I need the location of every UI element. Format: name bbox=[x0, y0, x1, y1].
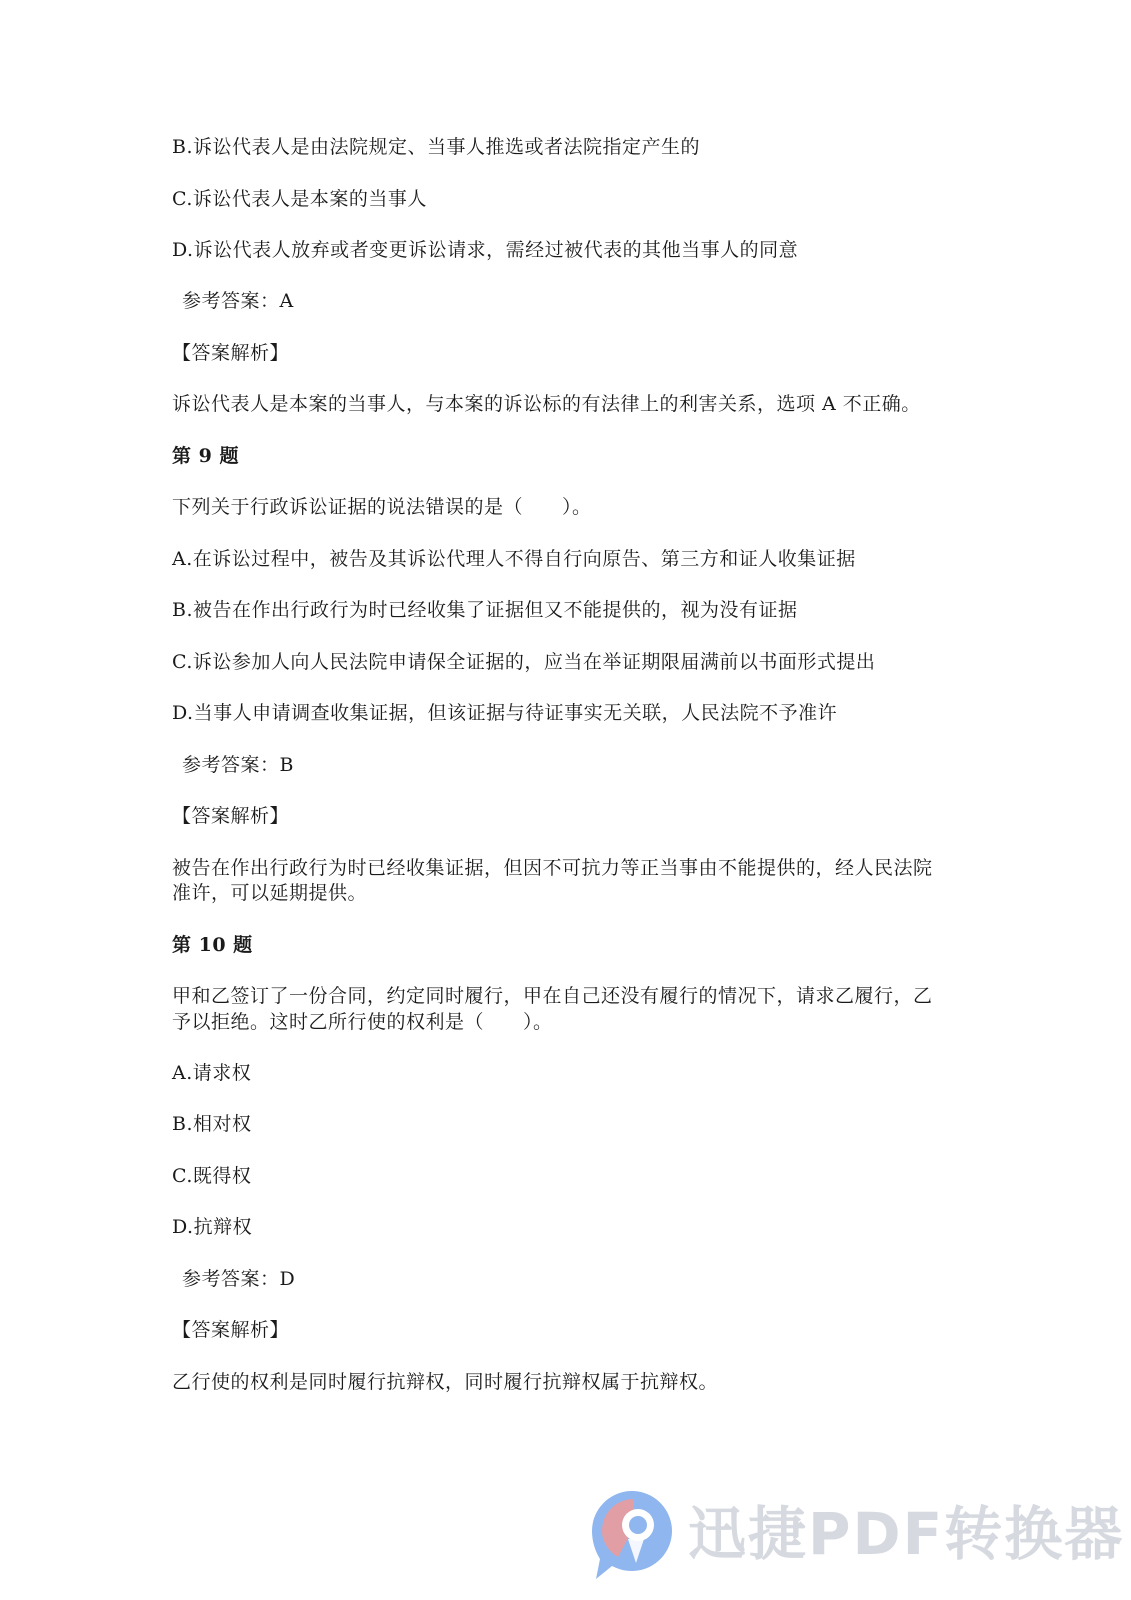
q9-option-c: C.诉讼参加人向人民法院申请保全证据的，应当在举证期限届满前以书面形式提出 bbox=[172, 651, 876, 673]
q8-option-c: C.诉讼代表人是本案的当事人 bbox=[172, 188, 427, 210]
q10-reference-answer: 参考答案：D bbox=[182, 1268, 296, 1290]
q10-question-line2: 予以拒绝。这时乙所行使的权利是（ ）。 bbox=[172, 1011, 553, 1033]
q9-analysis-text-line1: 被告在作出行政行为时已经收集证据，但因不可抗力等正当事由不能提供的，经人民法院 bbox=[172, 857, 933, 879]
q10-option-a: A.请求权 bbox=[172, 1062, 252, 1084]
q9-title: 第 9 题 bbox=[172, 445, 239, 467]
q10-option-c: C.既得权 bbox=[172, 1165, 252, 1187]
q10-analysis-text: 乙行使的权利是同时履行抗辩权，同时履行抗辩权属于抗辩权。 bbox=[172, 1371, 719, 1393]
q9-question: 下列关于行政诉讼证据的说法错误的是（ ）。 bbox=[172, 496, 592, 518]
q9-analysis-heading: 【答案解析】 bbox=[172, 805, 290, 827]
q10-question-line1: 甲和乙签订了一份合同，约定同时履行，甲在自己还没有履行的情况下，请求乙履行，乙 bbox=[172, 985, 933, 1007]
q9-option-b: B.被告在作出行政行为时已经收集了证据但又不能提供的，视为没有证据 bbox=[172, 599, 798, 621]
q8-analysis-text: 诉讼代表人是本案的当事人，与本案的诉讼标的有法律上的利害关系，选项 A 不正确。 bbox=[172, 393, 921, 415]
q10-analysis-heading: 【答案解析】 bbox=[172, 1319, 290, 1341]
q9-option-a: A.在诉讼过程中，被告及其诉讼代理人不得自行向原告、第三方和证人收集证据 bbox=[172, 548, 856, 570]
q9-option-d: D.当事人申请调查收集证据，但该证据与待证事实无关联，人民法院不予准许 bbox=[172, 702, 838, 724]
q8-reference-answer: 参考答案：A bbox=[182, 290, 294, 312]
watermark bbox=[588, 1487, 1125, 1583]
watermark-text: 迅捷PDF转换器 bbox=[688, 1500, 1125, 1568]
q8-analysis-heading: 【答案解析】 bbox=[172, 342, 290, 364]
q8-option-d: D.诉讼代表人放弃或者变更诉讼请求，需经过被代表的其他当事人的同意 bbox=[172, 239, 799, 261]
q10-option-b: B.相对权 bbox=[172, 1113, 252, 1135]
q10-option-d: D.抗辩权 bbox=[172, 1216, 253, 1238]
q9-reference-answer: 参考答案：B bbox=[182, 754, 294, 776]
app-logo-icon bbox=[588, 1487, 676, 1583]
q8-option-b: B.诉讼代表人是由法院规定、当事人推选或者法院指定产生的 bbox=[172, 136, 701, 158]
q9-analysis-text-line2: 准许，可以延期提供。 bbox=[172, 882, 368, 904]
q10-title: 第 10 题 bbox=[172, 934, 253, 956]
